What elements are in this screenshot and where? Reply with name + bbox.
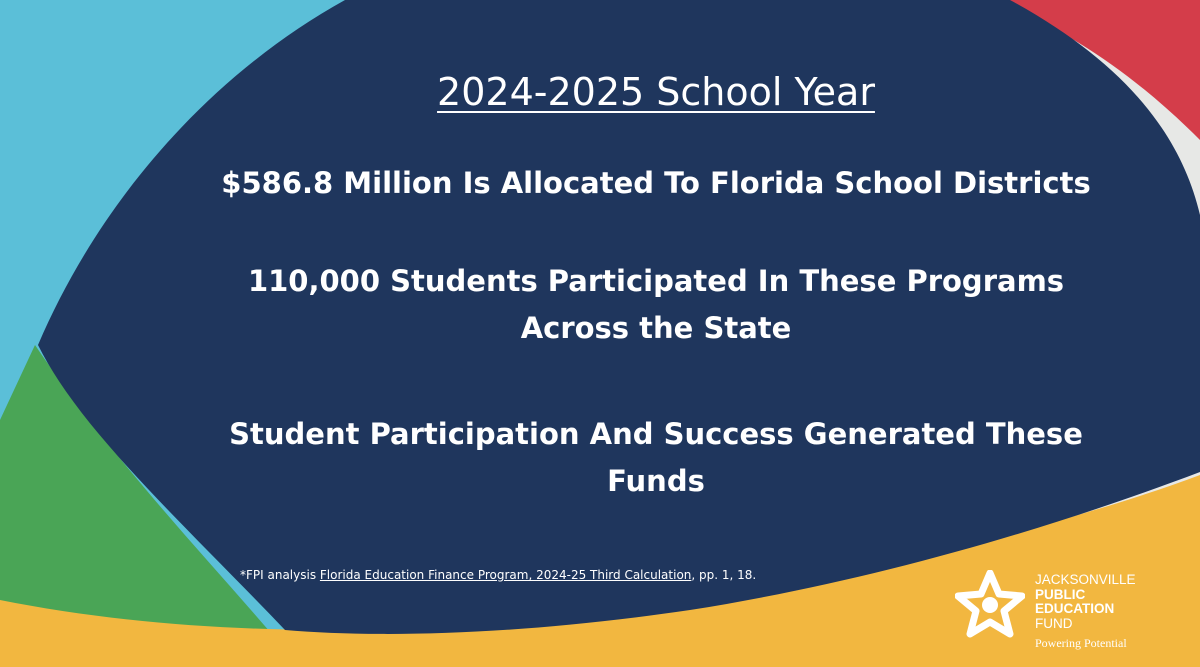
logo-wordmark [1035,573,1136,631]
statement-allocation [0,160,1200,207]
statement-allocation-text: $586.8 Million Is Allocated To Florida School Districts [221,166,1091,200]
logo-tagline: Powering Potential [1035,636,1127,650]
jpef-logo [955,570,1175,655]
logo-word-fund: FUND [1035,615,1073,631]
star-mark-icon [955,570,1025,638]
logo-word-education: EDUCATION [1035,601,1115,616]
footnote-source-link[interactable]: Florida Education Finance Program, 2024-25 Third Calculation [319,568,692,582]
slide-title: 2024-2025 School Year [437,70,875,114]
statement-success-text: Student Participation And Success Generated These Funds [229,417,1083,498]
statement-success [0,411,1200,505]
statement-participation [0,258,1200,352]
statement-participation-text: 110,000 Students Participated In These Programs Across the State [247,264,1065,345]
logo-word-jacksonville: JACKSONVILLE [1035,572,1136,587]
source-footnote [240,568,756,582]
logo-word-public: PUBLIC [1035,586,1086,602]
footnote-prefix: *FPI analysis [240,568,320,582]
footnote-suffix: , pp. 1, 18. [691,568,757,582]
